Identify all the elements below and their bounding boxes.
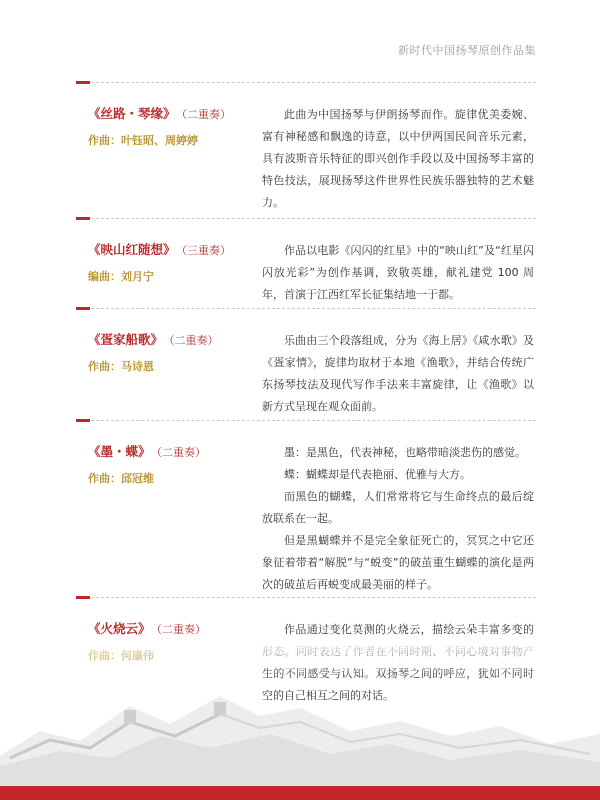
description-paragraph: 蝶：蝴蝶却是代表艳丽、优雅与大方。: [284, 468, 471, 481]
program-entry: [76, 308, 536, 413]
piece-title: 《映山红随想》: [88, 242, 176, 257]
ensemble-form: （三重奏）: [181, 244, 232, 257]
footer-band: [0, 786, 600, 800]
description-paragraph: 作品通过变化莫测的火烧云，描绘云朵丰富多变的 空的自己相互之间的对话。: [262, 623, 534, 702]
entry-divider: [76, 420, 536, 421]
ensemble-form: （二重奏）: [169, 334, 219, 347]
description-paragraph: 墨：是黑色，代表神秘，也略带暗淡悲伤的感觉。: [284, 446, 526, 459]
composer-credit: 作曲：叶钰昭、周婷婷: [88, 134, 198, 147]
piece-description: [262, 240, 534, 306]
entry-header: [88, 442, 268, 486]
entry-divider: [76, 218, 536, 219]
description-paragraph: 此曲为中国扬琴与伊朗扬琴而作。旋律优美委婉、富有神秘感和飘逸的诗意，以中伊两国民间音乐元素，具有波斯音乐特征的即兴创作手段以及中国扬琴丰富的特色技法，展现扬琴这件世界性民族乐器独特的艺术魅力。: [262, 108, 534, 209]
entry-divider: [76, 597, 536, 598]
description-paragraph: 但是黑蝴蝶并不是完全象征死亡的，冥冥之中它还象征着带着“解脱”与“蜕变”的破茧重生蝴蝶的演化是两次的破茧后再蜕变成最美丽的样子。: [262, 534, 534, 591]
piece-description: [262, 330, 534, 418]
ensemble-form: （二重奏）: [156, 446, 207, 459]
description-paragraph: 作品以电影《闪闪的红星》中的“映山红”及“红星闪闪放光彩”为创作基调，致敬英雄，献礼建党 100 周年，首演于江西红军长征集结地一于都。: [262, 244, 534, 301]
composer-credit: 作曲：邱冠维: [88, 472, 154, 485]
program-entry: [76, 420, 536, 591]
collection-title: 新时代中国扬琴原创作品集: [398, 44, 536, 57]
description-paragraph: 而黑色的蝴蝶，人们常常将它与生命终点的最后绽放联系在一起。: [262, 490, 534, 525]
piece-title: 《墨・蝶》: [88, 444, 151, 459]
entry-title-line: [88, 330, 268, 348]
great-wall-illustration: [0, 636, 600, 786]
entry-title-line: [88, 104, 268, 122]
entry-title-line: [88, 240, 268, 258]
entry-header: [88, 240, 268, 284]
composer-credit: 编曲：刘月宁: [88, 270, 154, 283]
piece-title: 《疍家船歌》: [88, 332, 164, 347]
piece-description: [262, 104, 534, 214]
piece-title: 《火烧云》: [88, 621, 151, 636]
ensemble-form: （二重奏）: [156, 623, 207, 636]
piece-description: [262, 442, 534, 596]
entry-divider: [76, 82, 536, 83]
entry-title-line: [88, 619, 268, 637]
entry-title-line: [88, 442, 268, 460]
entry-header: [88, 330, 268, 374]
ensemble-form: （二重奏）: [181, 108, 232, 121]
piece-title: 《丝路・琴缘》: [88, 106, 176, 121]
program-entry: [76, 597, 536, 702]
description-paragraph: 乐曲由三个段落组成，分为《海上居》《咸水歌》及《疍家情》，旋律均取材于本地《渔歌》，并结合传统广东扬琴技法及现代写作手法来丰富旋律，让《渔歌》以新方式呈现在观众面前。: [262, 334, 534, 413]
entry-header: [88, 104, 268, 148]
composer-credit: 作曲：马诗恩: [88, 360, 154, 373]
program-entry: [76, 218, 536, 301]
program-entry: [76, 82, 536, 209]
entry-divider: [76, 308, 536, 309]
